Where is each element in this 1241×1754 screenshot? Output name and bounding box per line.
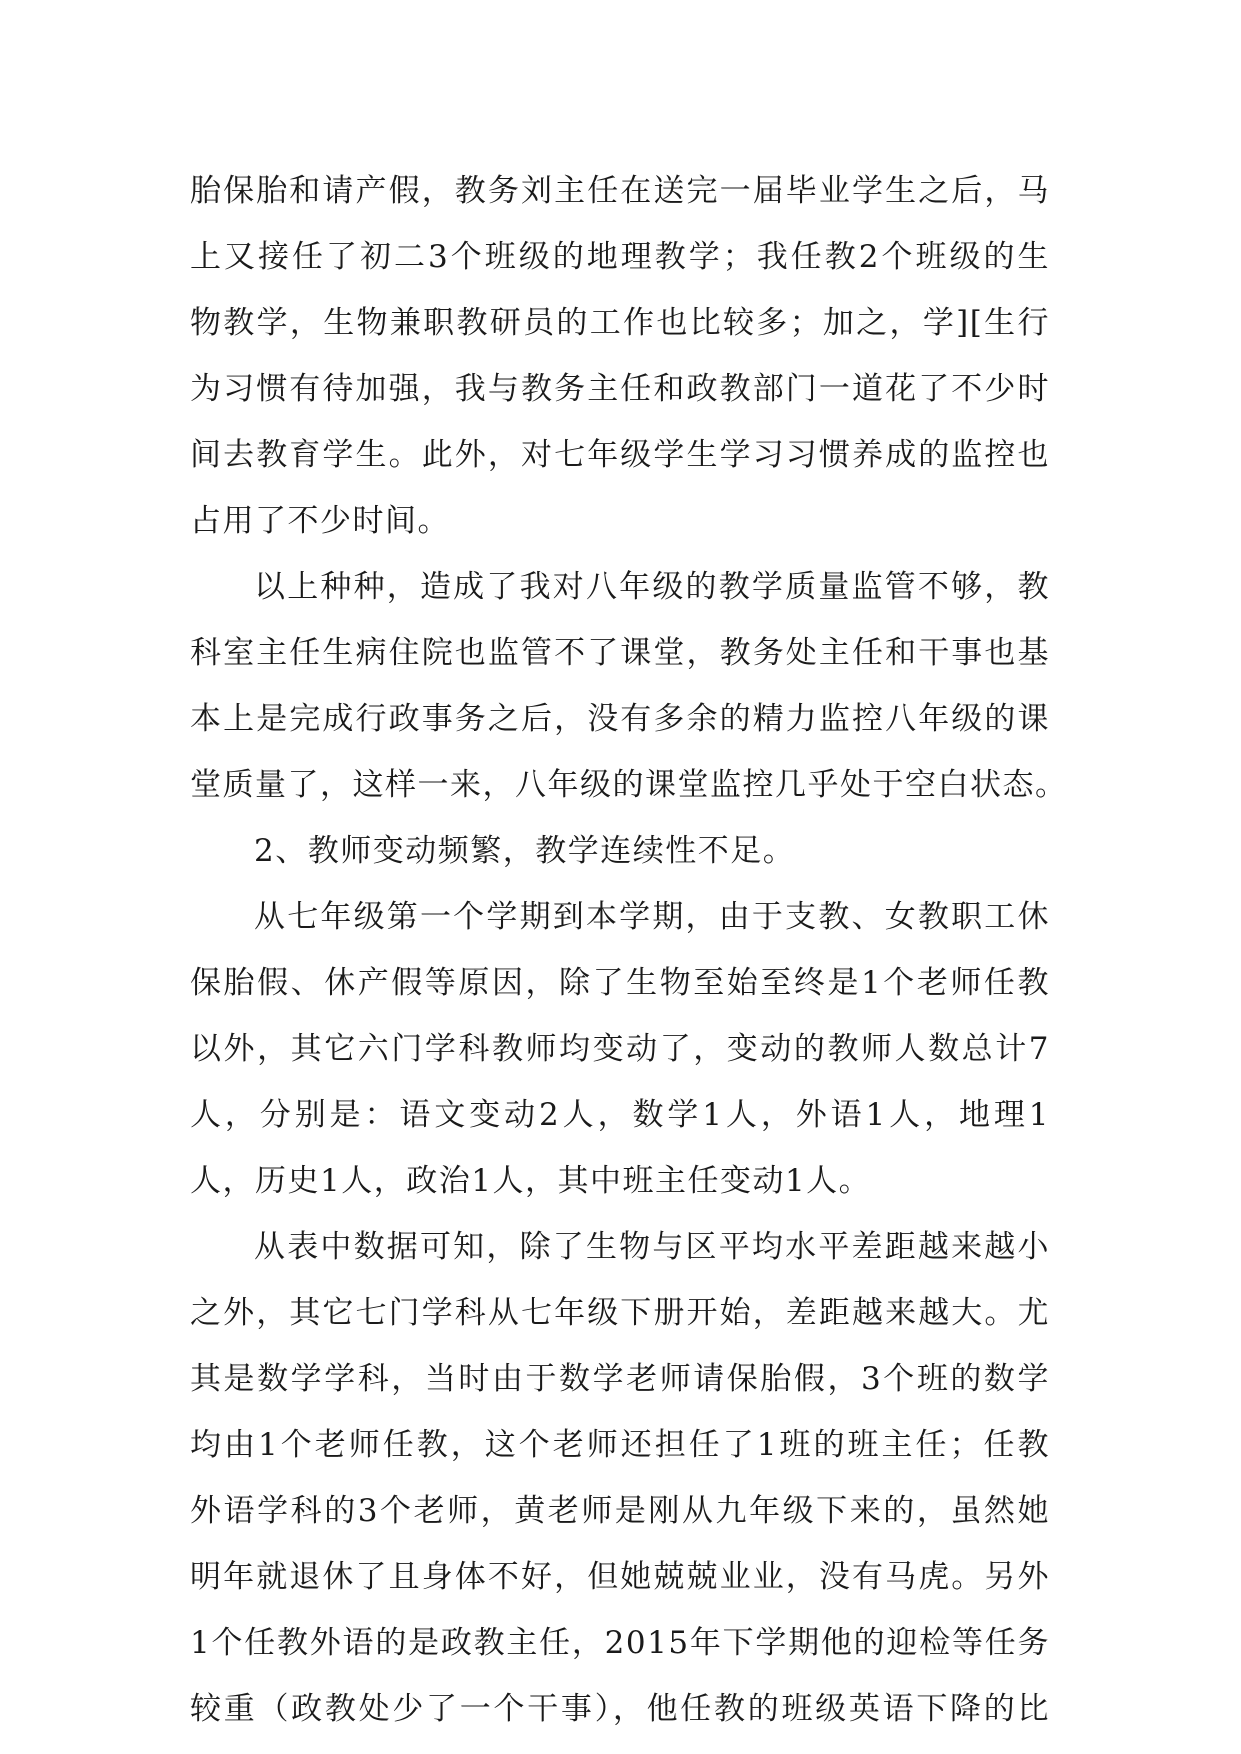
text-line: 本上是完成行政事务之后，没有多余的精力监控八年级的课 <box>190 701 1050 737</box>
body-text <box>190 158 1068 1742</box>
text-line: 占用了不少时间。 <box>190 503 450 539</box>
text-line: 较重（政教处少了一个干事），他任教的班级英语下降的比 <box>190 1691 1050 1727</box>
text-line: 从表中数据可知，除了生物与区平均水平差距越来越小 <box>254 1229 1050 1265</box>
text-line: 上又接任了初二3个班级的地理教学；我任教2个班级的生 <box>190 239 1050 275</box>
text-line: 之外，其它七门学科从七年级下册开始，差距越来越大。尤 <box>190 1295 1050 1331</box>
text-line: 堂质量了，这样一来，八年级的课堂监控几乎处于空白状态。 <box>190 767 1068 803</box>
text-line: 胎保胎和请产假，教务刘主任在送完一届毕业学生之后，马 <box>190 173 1050 209</box>
text-line: 为习惯有待加强，我与教务主任和政教部门一道花了不少时 <box>190 371 1050 407</box>
text-line: 1个任教外语的是政教主任，2015年下学期他的迎检等任务 <box>190 1625 1050 1661</box>
section-heading: 2、教师变动频繁，教学连续性不足。 <box>254 833 796 869</box>
text-line: 外语学科的3个老师，黄老师是刚从九年级下来的，虽然她 <box>190 1493 1050 1529</box>
text-line: 间去教育学生。此外，对七年级学生学习习惯养成的监控也 <box>190 437 1050 473</box>
text-line: 其是数学学科，当时由于数学老师请保胎假，3个班的数学 <box>190 1361 1050 1397</box>
text-line: 从七年级第一个学期到本学期，由于支教、女教职工休 <box>254 899 1050 935</box>
text-line: 人，历史1人，政治1人，其中班主任变动1人。 <box>190 1163 872 1199</box>
text-line: 物教学，生物兼职教研员的工作也比较多；加之，学][生行 <box>190 305 1050 341</box>
text-line: 以外，其它六门学科教师均变动了，变动的教师人数总计7 <box>190 1031 1050 1067</box>
text-line: 以上种种，造成了我对八年级的教学质量监管不够，教 <box>254 569 1050 605</box>
text-line: 均由1个老师任教，这个老师还担任了1班的班主任；任教 <box>190 1427 1050 1463</box>
text-line: 保胎假、休产假等原因，除了生物至始至终是1个老师任教 <box>190 965 1050 1001</box>
text-line: 明年就退休了且身体不好，但她兢兢业业，没有马虎。另外 <box>190 1559 1050 1595</box>
text-line: 科室主任生病住院也监管不了课堂，教务处主任和干事也基 <box>190 635 1050 671</box>
text-line: 人，分别是：语文变动2人，数学1人，外语1人，地理1 <box>190 1097 1050 1133</box>
